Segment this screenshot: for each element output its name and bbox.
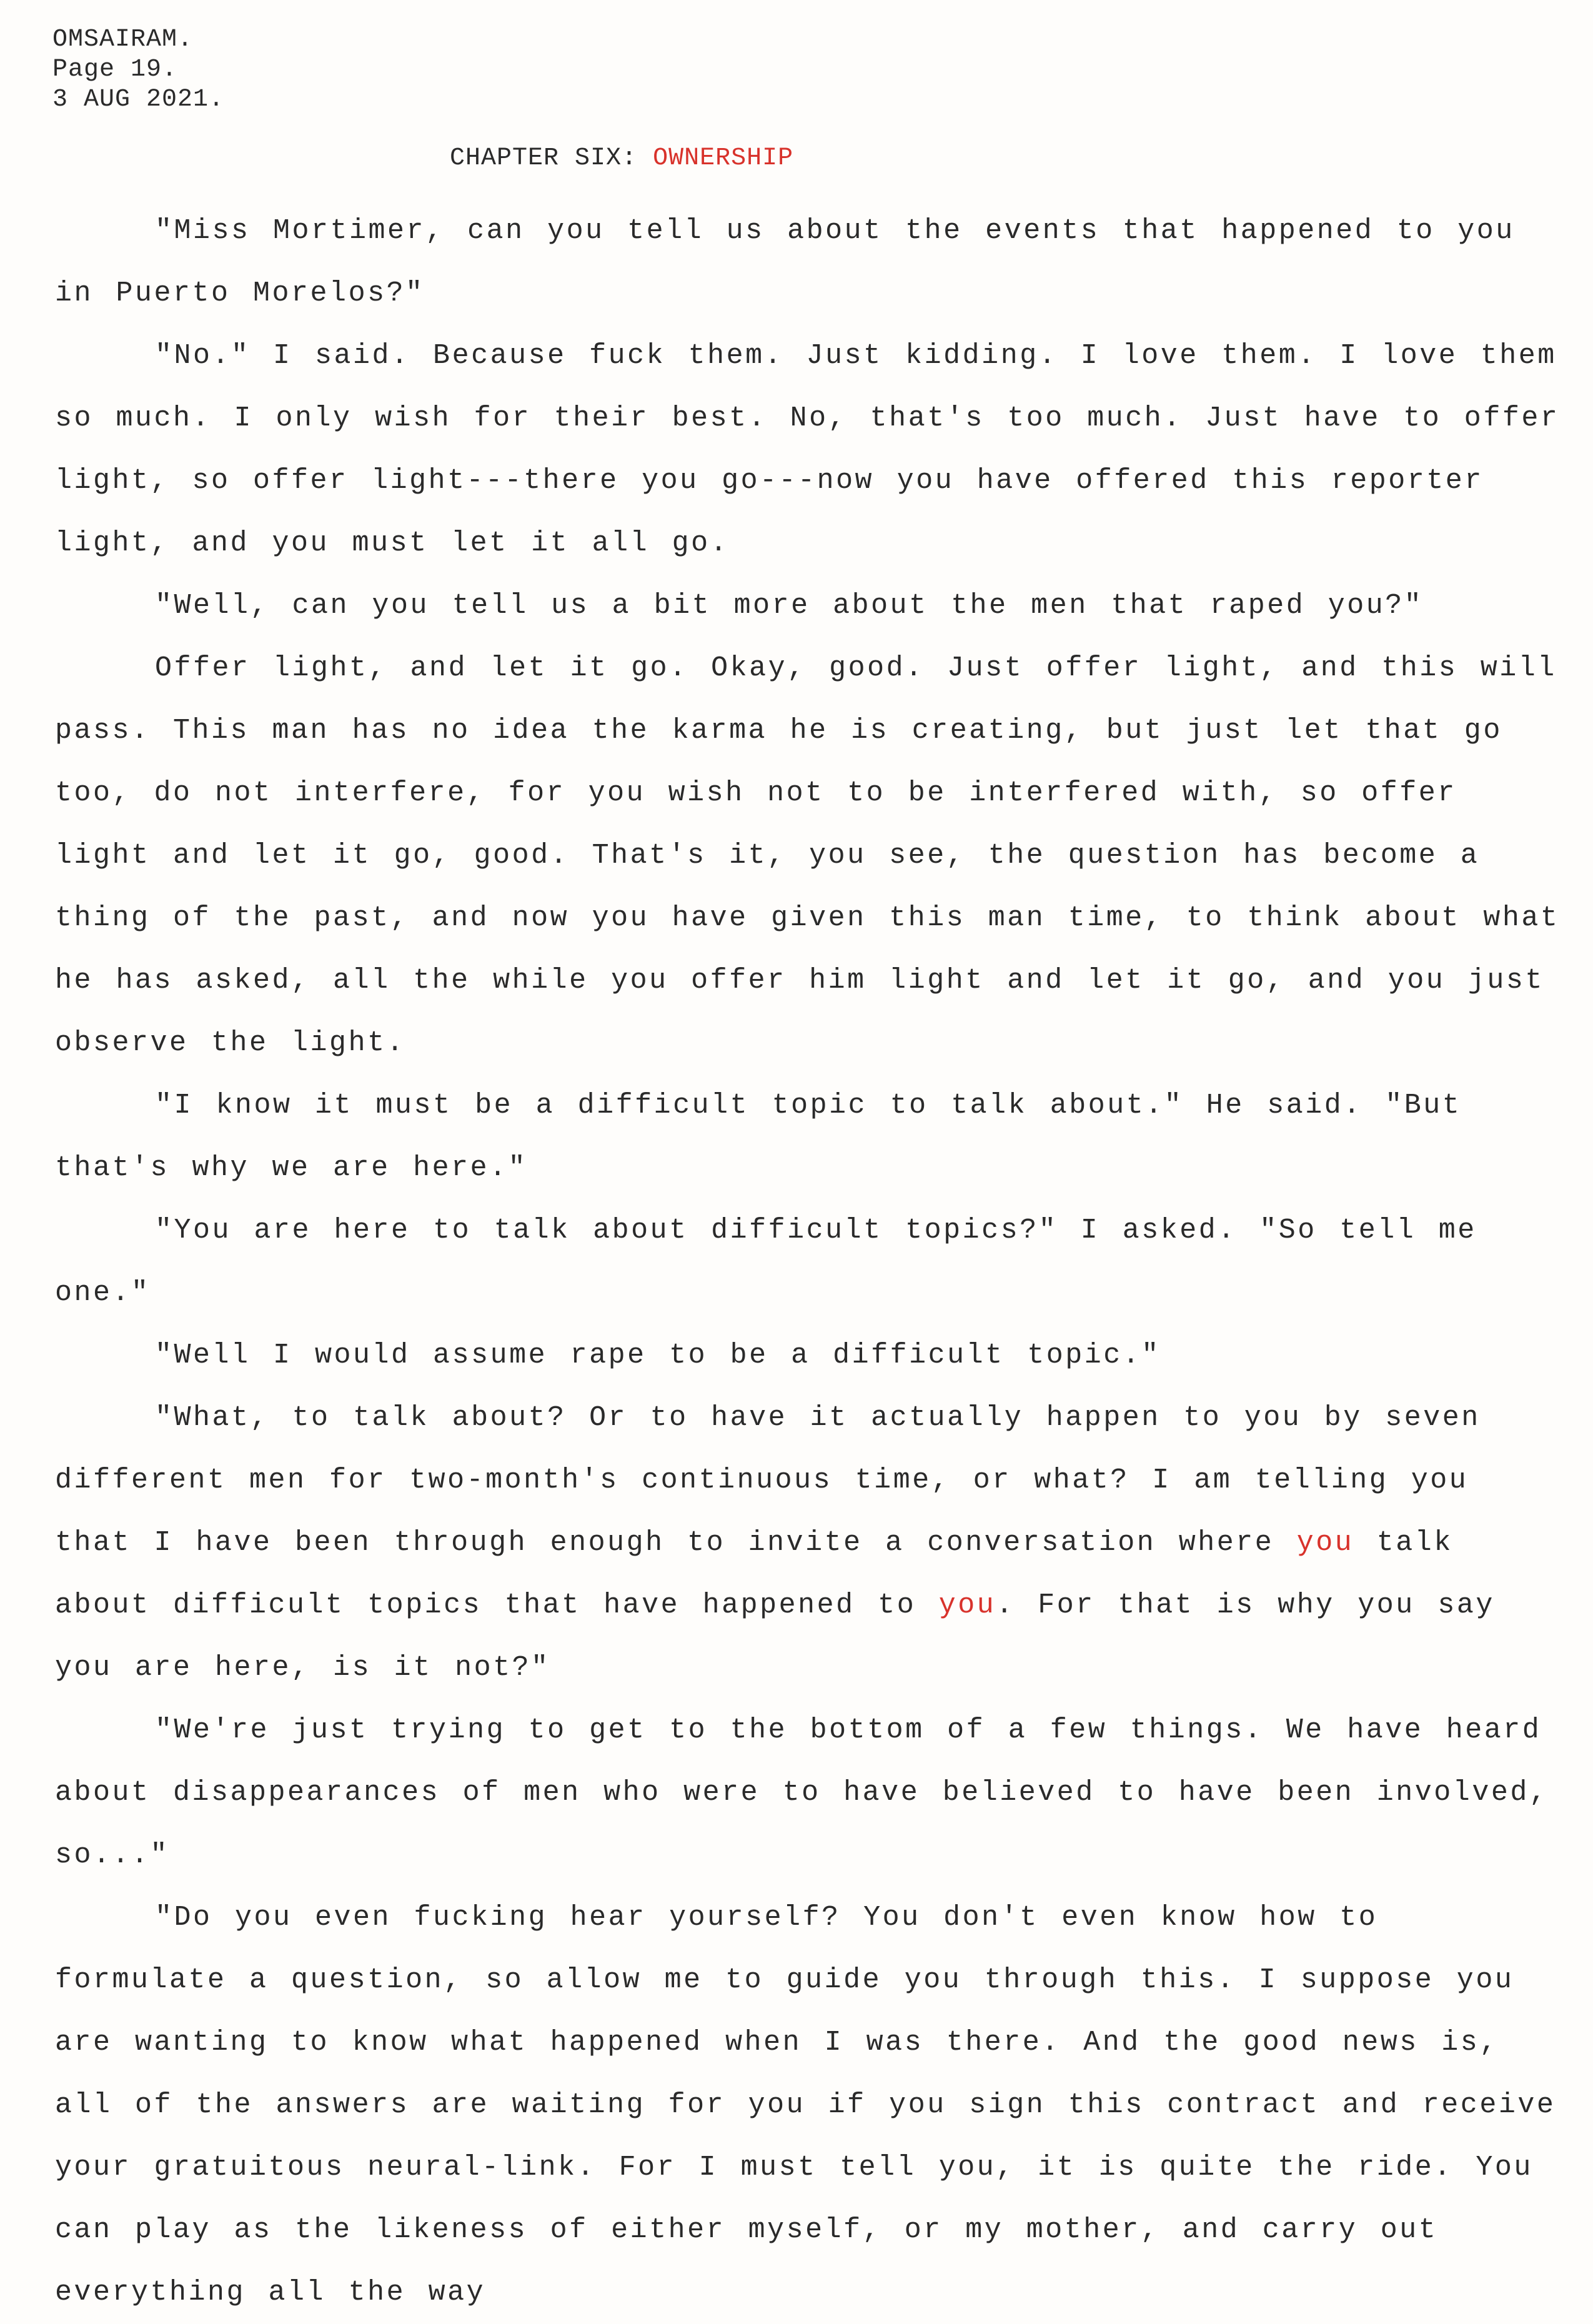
paragraph [55, 1699, 1567, 1887]
paragraph [55, 1387, 1567, 1699]
header-line-1: OMSAIRAM. [52, 26, 194, 54]
paragraph-text: "Miss Mortimer, can you tell us about the events that happened to you in Puerto Morelos?" [55, 215, 1515, 309]
paragraph [55, 1324, 1567, 1387]
paragraph-text: "Well, can you tell us a bit more about the men that raped you?" [155, 590, 1424, 622]
paragraph-text: "We're just trying to get to the bottom of a few things. We have heard about disappearances of men who were to have believed to have been involved, so..." [55, 1714, 1549, 1871]
emphasis-red: you [938, 1589, 996, 1621]
paragraph [55, 1075, 1567, 1199]
paragraph [55, 1887, 1567, 2324]
paragraph [55, 575, 1567, 637]
chapter-prefix: CHAPTER SIX: [450, 144, 653, 172]
paragraph [55, 200, 1567, 325]
paragraph-text: talk about difficult topics that have happened to [55, 1527, 1453, 1621]
paragraph-text: "Do you even fucking hear yourself? You don't even know how to formulate a question, so allow me to guide you through this. I suppose you are wanting to know what happened when I was there. And the good news is, all of the answers are waiting for you if you sign this contract and receive your gratuitous neural-link. For I must tell you, it is quite the ride. You can play as the likeness of either myself, or my mother, and carry out everything all the way [55, 1902, 1556, 2308]
chapter-heading [450, 144, 793, 174]
paragraph [55, 637, 1567, 1075]
header-page-number: Page 19. [52, 56, 178, 84]
paragraph-text: "You are here to talk about difficult topics?" I asked. "So tell me one." [55, 1214, 1477, 1309]
page-header [52, 25, 224, 115]
paragraph-text: . For that is why you say you are here, is it not?" [55, 1589, 1495, 1684]
header-date: 3 AUG 2021. [52, 86, 225, 114]
paragraph-text: "I know it must be a difficult topic to talk about." He said. "But that's why we are here." [55, 1090, 1462, 1184]
paragraph [55, 1199, 1567, 1324]
body-text [55, 200, 1567, 2324]
paragraph-text: "No." I said. Because fuck them. Just kidding. I love them. I love them so much. I only wish for their best. No, that's too much. Just have to offer light, so offer light---there you go---now you have offered this reporter light, and you must let it all go. [55, 340, 1560, 559]
paragraph-text: "What, to talk about? Or to have it actually happen to you by seven different men for two-month's continuous time, or what? I am telling you that I have been through enough to invite a conversation where [55, 1402, 1481, 1559]
emphasis-red: you [1296, 1527, 1354, 1559]
chapter-title: OWNERSHIP [653, 144, 794, 172]
paragraph-text: "Well I would assume rape to be a difficult topic." [155, 1339, 1161, 1371]
paragraph-text: Offer light, and let it go. Okay, good. Just offer light, and this will pass. This man has no idea the karma he is creating, but just let that go too, do not interfere, for you wish not to be interfered with, so offer light and let it go, good. That's it, you see, the question has become a thing of the past, and now you have given this man time, to think about what he has asked, all the while you offer him light and let it go, and you just observe the light. [55, 652, 1560, 1059]
paragraph [55, 325, 1567, 575]
